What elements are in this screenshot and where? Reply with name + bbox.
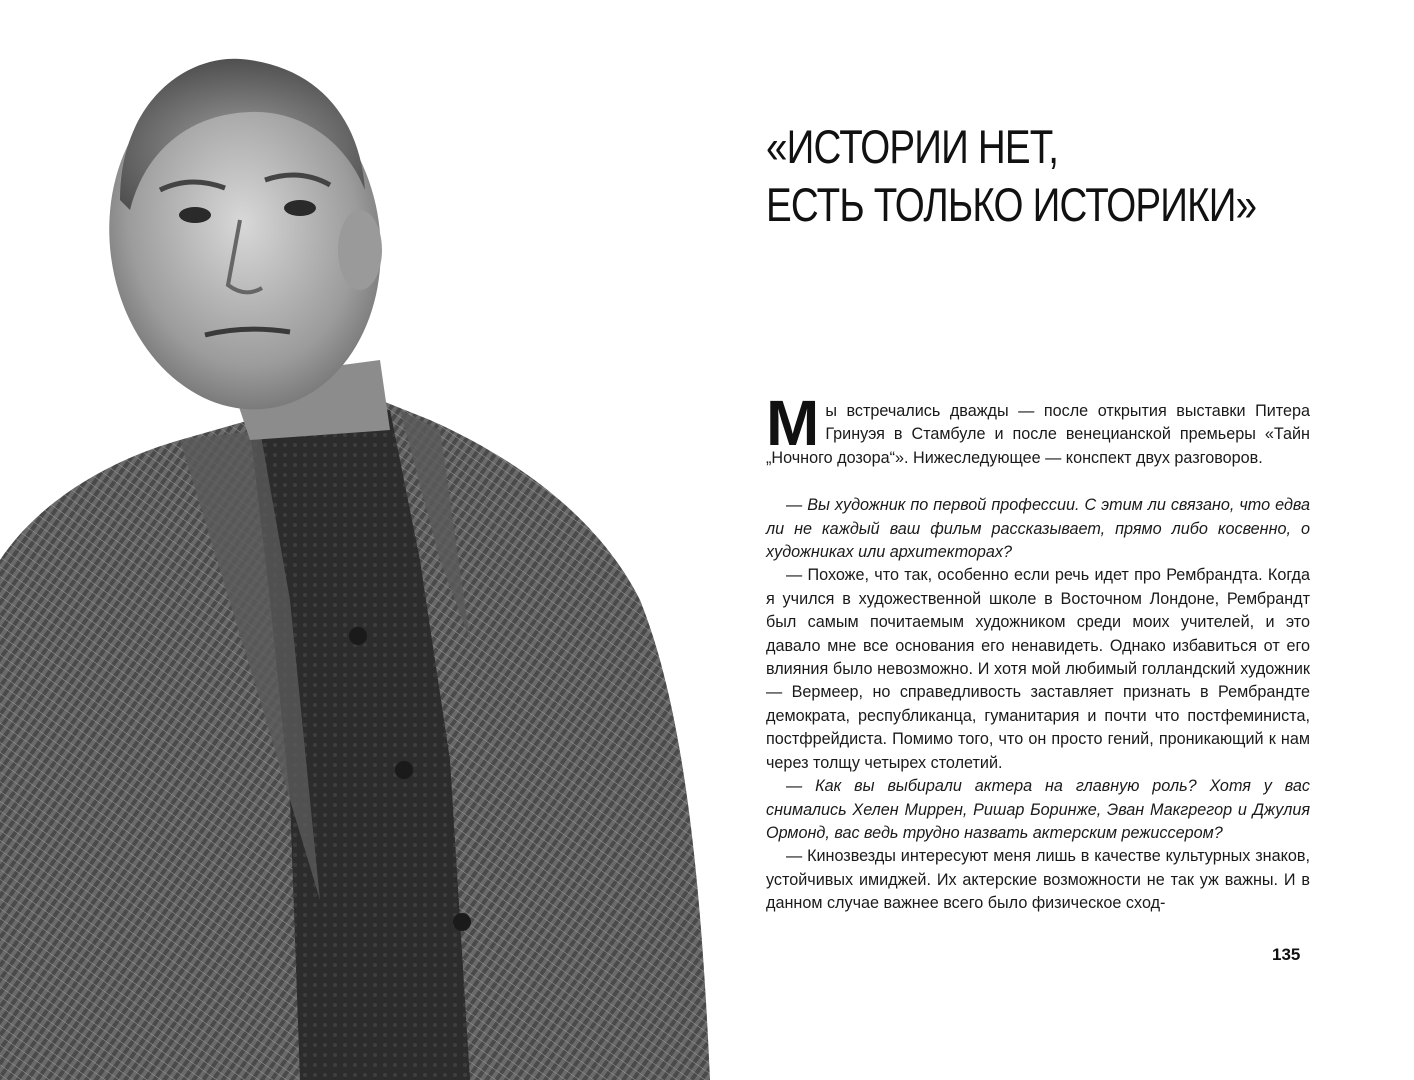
answer-2: — Кинозвезды интересуют меня лишь в качестве культурных знаков, устойчивых имиджей. Их актерские возможности не так уж важны. И в данном случае важнее всего было физическое сход-: [766, 847, 1310, 913]
article-body: [766, 387, 1310, 916]
question-2: — Как вы выбирали актера на главную роль? Хотя у вас снимались Хелен Миррен, Ришар Боринже, Эван Макгрегор и Джулия Ормонд, вас ведь трудно назвать актерским режиссером?: [766, 777, 1310, 842]
page-number: 135: [1272, 945, 1301, 964]
answer-1: — Похоже, что так, особенно если речь идет про Рембрандта. Когда я учился в художественной школе в Восточном Лондоне, Рембрандт был самым почитаемым художником среди моих учителей, и это давало мне все основания его ненавидеть. Однако избавиться от его влияния было невозможно. И хотя мой любимый голландский художник — Вермеер, но справедливость заставляет признать в Рембрандте демократа, республиканца, гуманитария и почти что постфеминиста, постфрейдиста. Помимо того, что он просто гений, проникающий к нам через толщу четырех столетий.: [766, 566, 1310, 772]
drop-cap: М: [766, 387, 820, 459]
title-line-2: ЕСТЬ ТОЛЬКО ИСТОРИКИ»: [766, 178, 1257, 231]
question-1: — Вы художник по первой профессии. С этим ли связано, что едва ли не каждый ваш фильм рассказывает, прямо либо косвенно, о художниках или архитекторах?: [766, 496, 1310, 562]
intro-paragraph: [766, 387, 1310, 470]
intro-text: ы встречались дважды — после открытия выставки Питера Гринуэя в Стамбуле и после венецианской премьеры «Тайн „Ночного дозора“». Нижеследующее — конспект двух разговоров.: [766, 402, 1310, 467]
title-line-1: «ИСТОРИИ НЕТ,: [766, 120, 1059, 173]
article-title: [766, 118, 1274, 234]
